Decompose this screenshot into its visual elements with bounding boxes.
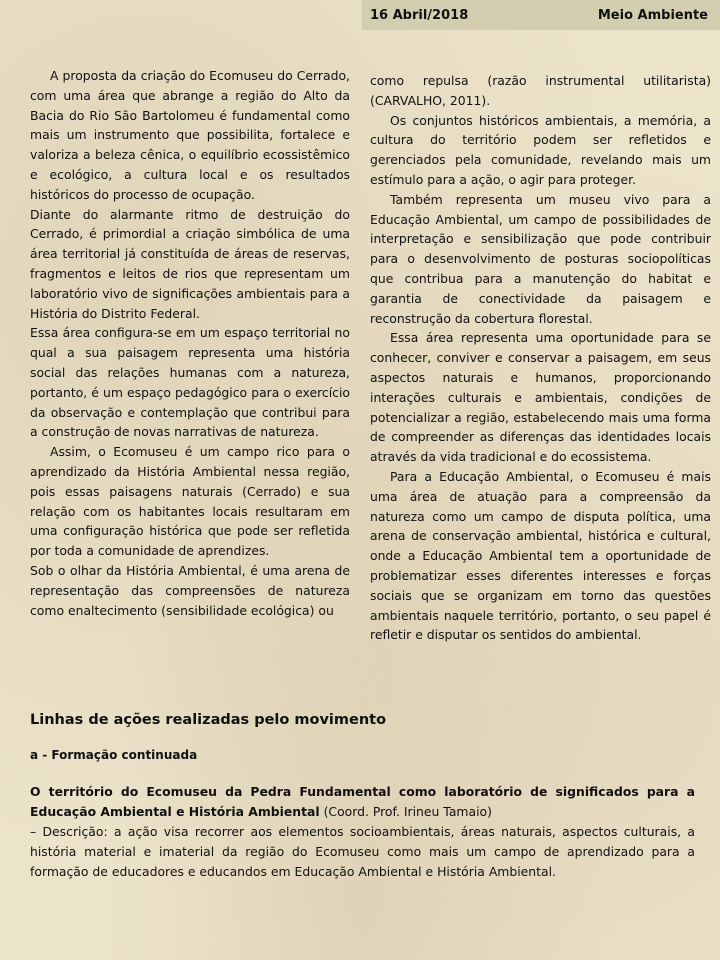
left-column xyxy=(30,66,350,620)
right-column xyxy=(370,71,711,645)
actions-title: Linhas de ações realizadas pelo movimento xyxy=(30,712,387,728)
right-paragraph-5: Para a Educação Ambiental, o Ecomuseu é mais uma área de atuação para a compreensão da natureza como um campo de disputa política, uma arena de conservação ambiental, histórica e cultural, onde a Educação Ambiental tem a oportunidade de problematizar esses diferentes interesses e forças sociais que se organizam em torno das questões ambientais naquele território, portanto, o seu papel é refletir e disputar os sentidos do ambiental. xyxy=(370,468,711,643)
project-coordinator: (Coord. Prof. Irineu Tamaio) xyxy=(319,804,492,819)
project-description: – Descrição: a ação visa recorrer aos elementos socioambientais, áreas naturais, aspectos culturais, a história material e imaterial da região do Ecomuseu como mais um campo de aprendizado para a formação de educadores e educandos em Educação Ambiental e História Ambiental. xyxy=(30,824,695,879)
actions-section xyxy=(30,712,695,882)
left-paragraph-5: Sob o olhar da História Ambiental, é uma arena de representação das compreensões de natureza como enaltecimento (sensibilidade ecológica) ou xyxy=(30,562,350,618)
header-date: 16 Abril/2018 xyxy=(370,7,469,23)
right-paragraph-2: Os conjuntos históricos ambientais, a memória, a cultura do território podem ser refletidos e gerenciados pela comunidade, revelando mais um estímulo para a ação, o agir para proteger. xyxy=(370,112,711,187)
project-title: O território do Ecomuseu da Pedra Fundamental como laboratório de significados para a Educação Ambiental e História Ambiental xyxy=(30,784,695,819)
left-paragraph-3: Essa área configura-se em um espaço territorial no qual a sua paisagem representa uma história social das relações humanas com a natureza, portanto, é um espaço pedagógico para o exercício da observação e contemplação que contribui para a construção de novas narrativas de natureza. xyxy=(30,325,350,440)
project-block xyxy=(30,782,695,882)
page-header xyxy=(362,0,720,30)
right-paragraph-1: como repulsa (razão instrumental utilitarista) (CARVALHO, 2011). xyxy=(370,73,711,108)
right-paragraph-3: Também representa um museu vivo para a Educação Ambiental, um campo de possibilidades de interpretação e sensibilização que pode contribuir para o desenvolvimento de posturas sociopolíticas que contribua para a manutenção do habitat e garantia de conectividade da paisagem e reconstrução da cobertura florestal. xyxy=(370,191,711,326)
header-section: Meio Ambiente xyxy=(597,7,708,23)
left-paragraph-2: Diante do alarmante ritmo de destruição do Cerrado, é primordial a criação simbólica de uma área territorial já constituída de áreas de reservas, fragmentos e leitos de rios que representam um laboratório vivo de significações ambientais para a História do Distrito Federal. xyxy=(30,206,350,321)
left-paragraph-4: Assim, o Ecomuseu é um campo rico para o aprendizado da História Ambiental nessa região, pois essas paisagens naturais (Cerrado) e sua relação com os habitantes locais resultaram em uma configuração histórica que pode ser refletida por toda a comunidade de aprendizes. xyxy=(30,444,350,559)
actions-subtitle: a - Formação continuada xyxy=(30,748,198,762)
right-paragraph-4: Essa área representa uma oportunidade para se conhecer, conviver e conservar a paisagem, em seus aspectos naturais e humanos, proporcionando interações culturais e ambientais, condições de potencializar a região, estabelecendo mais uma forma de compreender as diferenças das identidades locais através da vida tradicional e do ecossistema. xyxy=(370,330,711,465)
left-paragraph-1: A proposta da criação do Ecomuseu do Cerrado, com uma área que abrange a região do Alto da Bacia do Rio São Bartolomeu é fundamental como mais um instrumento que possibilita, fortalece e valoriza a beleza cênica, o equilíbrio ecossistêmico e ecológico, a cultura local e os resultados históricos do processo de ocupação. xyxy=(30,68,350,202)
